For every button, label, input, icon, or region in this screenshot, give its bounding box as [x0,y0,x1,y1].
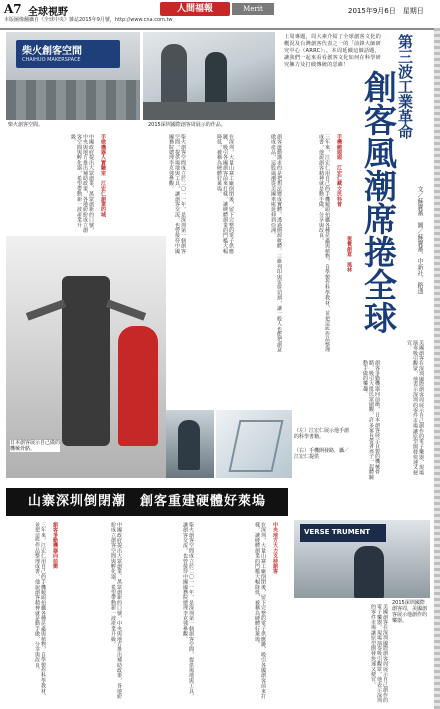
storefront-shape [6,80,140,120]
page-number: A7 [4,2,22,16]
page-edge-stripe [434,28,440,709]
body-column-4: 柴火創客空間成立於二〇一一年，是深圳第一個創客空間，提供場地與工具，讓創客交流，也曾接待中國國務院總理李克強參觀。 [168,134,186,254]
headline-kicker: 第三波工業革命 [396,34,414,139]
exhibitor-figure [354,546,384,598]
acrylic-model [228,420,283,472]
body-column-2: 創客運動講求的是把想法變成實體，透過開源軟體、三維列印與雷射切割，讓一般人也能把創意做成產品，這股風潮從美國車庫延伸到亞洲。 [270,134,282,353]
lower-column-1: 在深圳，大量山寨工廠倒閉後，留下完整的電子供應鏈，吸引各國創客前來打樣，讓硬體創業的門檻大幅降低，被稱為硬體好萊塢。 [254,522,266,699]
body-column-5: 中國政府提出大眾創業、萬眾創新的口號，中央與地方推出補助政策，各地紛紛成立創客空間與孵化器，希望帶動新一波產業升級。 [70,134,94,233]
lab-photo [166,410,214,478]
booth-caption: 2015深圳國際創客周，美國創客展示他創作的樂器。 [392,600,428,624]
subhead-2: 視覺創意 風林 [346,236,352,273]
body-column-3: 在深圳，大量山寨工廠倒閉後，留下完整的電子供應鏈，吸引各國創客前來打樣，讓硬體創業的門檻大幅降低，被稱為硬體好萊塢。 [216,134,234,254]
lower-column-2: 柴火創客空間成立於二〇一一年，是深圳第一個創客空間，提供場地與工具，讓創客交流，也曾接待中國國務院總理李克強參觀。 [182,522,194,699]
person-figure [178,420,200,470]
body-column-7: 美國創客在深圳國際創客周展示自己創作的電子樂器，現場演奏吸引觀眾，他表示深圳的零件市場讓原型開發快速又便宜。 [406,340,424,476]
masthead-logo: 人間福報 [160,2,230,16]
exhibit-table [143,102,275,120]
section-title: 全球視野 [28,7,68,18]
lower-column-4: 三年來，江宏仁用自己的手機鏡頭拍攝各種昆蟲與植物，自學製作科學教材，並把這些作品整理成書，他說創客精神就是動手做、分享與改良。 [34,522,46,699]
robot-caption: 日本創客展示自己做的機械骨骼。 [10,440,61,452]
exoskeleton-shape [62,276,110,446]
issue-date: 2015年9月6日 星期日 [348,7,424,15]
makerspace-sign [16,40,120,68]
expo-photo [143,32,275,120]
expo-caption: 2015深圳國際創客周展示的作品。 [148,122,226,128]
masthead-en: Merit Times [232,3,274,15]
subhead-4: 中央地方大力支持創客 [272,522,278,574]
product-photo [216,410,292,478]
lower-column-3: 中國政府提出大眾創業、萬眾創新的口號，中央與地方推出補助政策，各地紛紛成立創客空間與孵化器，希望帶動新一波產業升級。 [110,522,122,699]
red-figure [118,326,158,446]
factory-caption: （右）手機開發路，攝／江宏仁提供 [294,448,350,460]
page-header [0,0,440,30]
subhead-1: 手機鏡頭頭 江宏仁藏文民科普 [336,134,342,207]
byline: 文／蘇寶蕃 圖／蘇寶蕃、中新社、路透 [416,186,423,294]
section-headline-band: 山寨深圳倒閉潮 創客重建硬體好萊塢 [6,488,288,516]
booth-body: 美國創客在深圳國際創客周展示自己創作的電子樂器，現場演奏吸引觀眾，他表示深圳的零件市場讓原型開發快速又便宜。 [370,604,388,703]
exo-arm-left [26,299,66,320]
subhead-5: 創客爭勤機器向前衝 [52,522,58,569]
visitor-figure [161,44,187,110]
booth-banner-text: VERSE TRUMENT [304,528,371,536]
source-line: 本版圖像翻攝自《全球中央》雜誌2015年9月號，http://www.cna.com.tw [4,17,173,23]
exo-arm-right [106,299,146,320]
sign-cn-text: 柴火創客空間 [22,46,82,57]
booth-photo [294,520,430,598]
headline-main: 創客風潮席捲全球 [359,70,398,334]
intro-text: 上周專題，周大素介紹了全球創客文化的概況及台灣創客代表之一的「前鋒大師研究中心（ARRC）」。本周延續這個話題，讓我們一起來看看創客文化如何在科學研究擁力及打破傳統的思維！ [284,34,381,68]
sign-en-text: CHAIHUO MAKERSPACE [22,57,81,63]
booth-banner [300,524,386,542]
lab-caption: （左）江宏仁展示他手創的科學書籍。 [294,428,350,440]
body-column-6: 創客爭勤機器向前衝，日本創客展示自製的機械骨骼，吸引大批民眾圍觀，許多家長帶著孩子一起體驗動手做的樂趣。 [362,360,380,480]
chaihuo-caption: 柴火創客空間。 [8,122,44,128]
body-column-1: 三年來，江宏仁用自己的手機鏡頭拍攝各種昆蟲與植物，自學製作科學教材，並把這些作品整理成書，他說創客精神就是動手做、分享與改良。 [318,134,330,353]
chaihuo-photo [6,32,140,120]
subhead-3: 手做機器人實驗室 江宏仁創業的城 [100,134,106,218]
